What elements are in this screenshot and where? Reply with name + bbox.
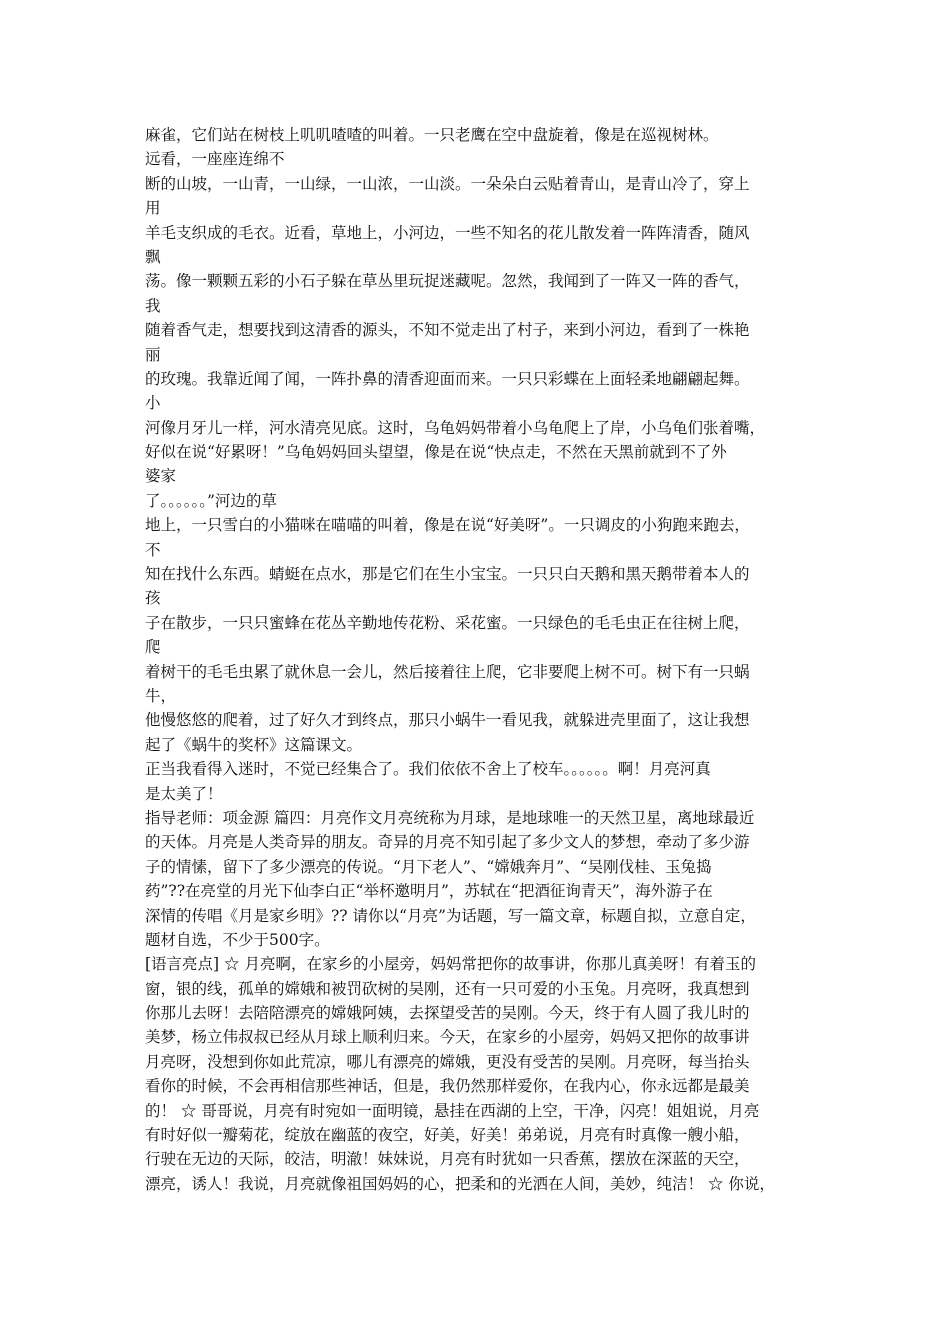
text-line: 远看，一座座连绵不: [145, 150, 285, 169]
text-line: 好似在说“好累呀！”乌龟妈妈回头望望，像是在说“快点走，不然在天黑前就到不了外: [145, 443, 727, 462]
text-line: 正当我看得入迷时，不觉已经集合了。我们依依不舍上了校车。。。。。。啊！月亮河真: [145, 760, 711, 779]
text-line: 漂亮，诱人！我说，月亮就像祖国妈妈的心，把柔和的光洒在人间，美妙，纯洁！ ☆ 你说，: [145, 1174, 775, 1193]
text-line: 随着香气走，想要找到这清香的源头，不知不觉走出了村子，来到小河边，看到了一株艳: [145, 321, 750, 340]
text-line: 地上，一只雪白的小猫咪在喵喵的叫着，像是在说“好美呀”。一只调皮的小狗跑来跑去，: [145, 516, 750, 535]
text-line: 荡。像一颗颗五彩的小石子躲在草丛里玩捉迷藏呢。忽然，我闻到了一阵又一阵的香气，: [145, 272, 750, 291]
text-line: 婆家: [145, 467, 177, 486]
text-line: 着树干的毛毛虫累了就休息一会儿，然后接着往上爬，它非要爬上树不可。树下有一只蜗: [145, 662, 750, 681]
text-line: [语言亮点] ☆ 月亮啊，在家乡的小屋旁，妈妈常把你的故事讲，你那儿真美呀！有着玉的: [145, 955, 756, 974]
text-line: 的天体。月亮是人类奇异的朋友。奇异的月亮不知引起了多少文人的梦想，牵动了多少游: [145, 833, 750, 852]
text-line: 子在散步，一只只蜜蜂在花丛辛勤地传花粉、采花蜜。一只绿色的毛毛虫正在往树上爬，: [145, 613, 750, 632]
text-line: 窗，银的线，孤单的嫦娥和被罚砍树的吴刚，还有一只可爱的小玉兔。月亮呀，我真想到: [145, 979, 750, 998]
text-line: 子的情愫，留下了多少漂亮的传说。“月下老人”、“嫦娥奔月”、“吴刚伐桂、玉兔捣: [145, 857, 712, 876]
text-line: 行驶在无边的天际，皎洁，明澈！妹妹说，月亮有时犹如一只香蕉，摆放在深蓝的天空，: [145, 1150, 750, 1169]
text-line: 月亮呀，没想到你如此荒凉，哪儿有漂亮的嫦娥，更没有受苦的吴刚。月亮呀，每当抬头: [145, 1052, 750, 1071]
text-line: 羊毛支织成的毛衣。近看，草地上，小河边，一些不知名的花儿散发着一阵阵清香，随风: [145, 223, 750, 242]
text-line: 用: [145, 199, 161, 218]
text-line: 的！ ☆ 哥哥说，月亮有时宛如一面明镜，悬挂在西湖的上空，干净，闪亮！姐姐说，月亮: [145, 1101, 760, 1120]
text-line: 起了《蜗牛的奖杯》这篇课文。: [145, 735, 363, 754]
text-line: 孩: [145, 589, 161, 608]
text-line: 的玫瑰。我靠近闻了闻，一阵扑鼻的清香迎面而来。一只只彩蝶在上面轻柔地翩翩起舞。: [145, 369, 750, 388]
text-line: 麻雀，它们站在树枝上叽叽喳喳的叫着。一只老鹰在空中盘旋着，像是在巡视树林。: [145, 126, 719, 144]
text-line: 看你的时候，不会再相信那些神话，但是，我仍然那样爱你，在我内心，你永远都是最美: [145, 1077, 750, 1096]
text-line: 是太美了！: [145, 784, 223, 803]
text-line: 爬: [145, 638, 161, 657]
text-line: 我: [145, 296, 161, 315]
text-line: 指导老师：项金源 篇四：月亮作文月亮统称为月球，是地球唯一的天然卫星，离地球最近: [145, 808, 755, 827]
text-line: 美梦，杨立伟叔叔已经从月球上顺利归来。今天，在家乡的小屋旁，妈妈又把你的故事讲: [145, 1028, 750, 1047]
document-page: [145, 123, 825, 1196]
text-line: 小: [145, 394, 161, 413]
text-line: 他慢悠悠的爬着，过了好久才到终点，那只小蜗牛一看见我，就躲进壳里面了，这让我想: [145, 711, 750, 730]
text-line: 题材自选，不少于500字。: [145, 930, 330, 949]
text-line: 丽: [145, 345, 161, 364]
text-line: 不: [145, 540, 161, 559]
text-line: 牛，: [145, 686, 177, 705]
text-line: 飘: [145, 247, 161, 266]
text-line: 河像月牙儿一样，河水清亮见底。这时，乌龟妈妈带着小乌龟爬上了岸，小乌龟们张着嘴，: [145, 418, 766, 437]
text-line: 药”??在亮堂的月光下仙李白正“举杯邀明月”，苏轼在“把酒征询青天”，海外游子在: [145, 882, 713, 901]
text-line: 断的山坡，一山青，一山绿，一山浓，一山淡。一朵朵白云贴着青山，是青山冷了，穿上: [145, 174, 750, 193]
text-line: 知在找什么东西。蜻蜓在点水，那是它们在生小宝宝。一只只白天鹅和黑天鹅带着本人的: [145, 565, 750, 584]
text-line: 了。。。。。。”河边的草: [145, 491, 277, 510]
text-line: 你那儿去呀！去陪陪漂亮的嫦娥阿姨，去探望受苦的吴刚。今天，终于有人圆了我儿时的: [145, 1004, 750, 1023]
text-line: 有时好似一瓣菊花，绽放在幽蓝的夜空，好美，好美！弟弟说，月亮有时真像一艘小船，: [145, 1126, 750, 1145]
text-line: 深情的传唱《月是家乡明》?? 请你以“月亮”为话题，写一篇文章，标题自拟，立意自定，: [145, 906, 756, 925]
